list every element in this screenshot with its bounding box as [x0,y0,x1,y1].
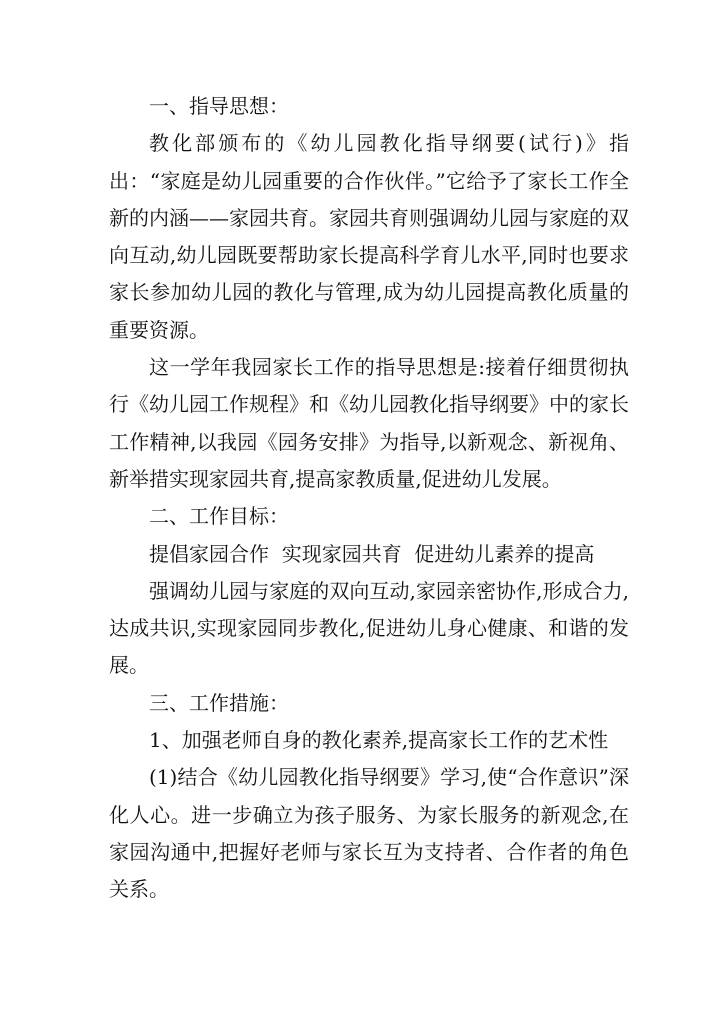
paragraph-guiding-intro: 教化部颁布的《幼儿园教化指导纲要(试行)》指出：“家庭是幼儿园重要的合作伙伴。”它给予了家长工作全新的内涵——家园共育。家园共育则强调幼儿园与家庭的双向互动,幼儿园既要帮助家长提高科学育儿水平,同时也要求家长参加幼儿园的教化与管理,成为幼儿园提高教化质量的重要资源。 [109,131,629,342]
paragraph-measure-1: 1、加强老师自身的教化素养,提高家长工作的艺术性 [149,728,609,753]
document-page [109,88,629,909]
paragraph-goal-detail: 强调幼儿园与家庭的双向互动,家园亲密协作,形成合力,达成共识,实现家园同步教化,促进幼儿身心健康、和谐的发展。 [109,578,629,678]
heading-work-measures: 三、工作措施： [149,690,289,715]
paragraph-measure-1-1: (1)结合《幼儿园教化指导纲要》学习,使“合作意识”深化人心。进一步确立为孩子服务、为家长服务的新观念,在家园沟通中,把握好老师与家长互为支持者、合作者的角色关系。 [109,765,629,902]
paragraph-goal-slogan: 提倡家园合作 实现家园共育 促进幼儿素养的提高 [149,541,595,566]
paragraph-guiding-year: 这一学年我园家长工作的指导思想是:接着仔细贯彻执行《幼儿园工作规程》和《幼儿园教化指导纲要》中的家长工作精神,以我园《园务安排》为指导,以新观念、新视角、新举措实现家园共育,提高家教质量,促进幼儿发展。 [109,355,629,491]
heading-guiding-ideology: 一、指导思想： [149,94,289,118]
heading-work-goals: 二、工作目标： [149,504,289,529]
